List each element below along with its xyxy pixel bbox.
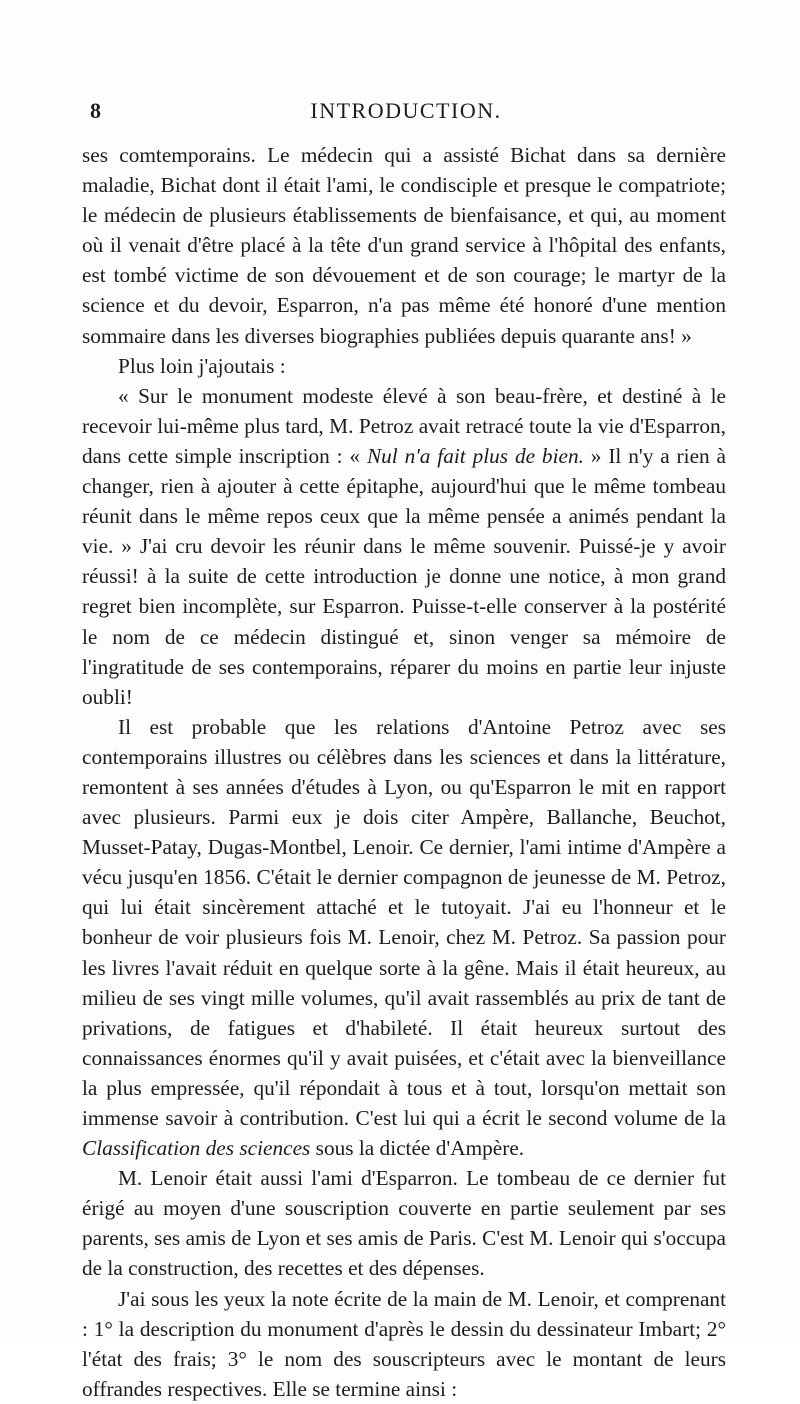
text-segment: ses comtemporains. Le médecin qui a assisté Bichat dans sa dernière maladie, Bichat dont il était l'ami, le condisciple et presque le compatriote; le médecin de plusieurs établissements de bienfaisance, et qui, au moment où il venait d'être placé à la tête d'un grand service à l'hôpital des enfants, est tombé victime de son dévouement et de son courage; le martyr de la science et du devoir, Esparron, n'a pas même été honoré d'une mention sommaire dans les diverses biographies publiées depuis quarante ans! » [82, 143, 726, 348]
text-segment: « Sur le monument modeste élevé à son beau-frère, et destiné à le recevoir lui-même plus tard, M. Petroz avait retracé toute la vie d'Esparron, dans cette simple inscription : « [82, 383, 726, 468]
text-segment: Plus loin j'ajoutais : [118, 353, 286, 378]
running-head [90, 98, 722, 130]
paragraph [82, 712, 726, 1163]
text-segment: J'ai sous les yeux la note écrite de la main de M. Lenoir, et comprenant : 1° la description du monument d'après le dessin du dessinateur Imbart; 2° l'état des frais; 3° le nom des souscripteurs avec le montant de leurs offrandes respectives. Elle se termine ainsi : [82, 1286, 726, 1401]
italic-text: Nul n'a fait plus de bien. [366, 443, 584, 468]
text-segment: M. Lenoir était aussi l'ami d'Esparron. Le tombeau de ce dernier fut érigé au moyen d'une souscription couverte en partie seulement par ses parents, ses amis de Lyon et ses amis de Paris. C'est M. Lenoir qui s'occupa de la construction, des recettes et des dépenses. [82, 1166, 726, 1281]
text-segment: » Il n'y a rien à changer, rien à ajouter à cette épitaphe, aujourd'hui que le même tombeau réunit dans le même repos ceux que la même pensée a animés pendant la vie. » J'ai cru devoir les réunir dans le même souvenir. Puissé-je y avoir réussi! à la suite de cette introduction je donne une notice, à mon grand regret bien incomplète, sur Esparron. Puisse-t-elle conserver à la postérité le nom de ce médecin distingué et, sinon venger sa mémoire de l'ingratitude de ses contemporains, réparer du moins en partie leur injuste oubli! [82, 443, 726, 709]
paragraph [82, 351, 726, 381]
paragraph [82, 1284, 726, 1404]
page-number: 8 [90, 98, 102, 123]
paragraph [82, 1163, 726, 1283]
text-segment: sous la dictée d'Ampère. [310, 1136, 525, 1161]
paragraph [82, 140, 726, 351]
body-text [82, 140, 726, 1404]
paragraph [82, 381, 726, 712]
italic-text: Classification des sciences [82, 1136, 311, 1161]
chapter-title: INTRODUCTION. [310, 98, 502, 123]
text-segment: Il est probable que les relations d'Antoine Petroz avec ses contemporains illustres ou célèbres dans les sciences et dans la littérature, remontent à ses années d'études à Lyon, ou qu'Esparron le mit en rapport avec plusieurs. Parmi eux je dois citer Ampère, Ballanche, Beuchot, Musset-Patay, Dugas-Montbel, Lenoir. Ce dernier, l'ami intime d'Ampère a vécu jusqu'en 1856. C'était le dernier compagnon de jeunesse de M. Petroz, qui lui était sincèrement attaché et le tutoyait. J'ai eu l'honneur et le bonheur de voir plusieurs fois M. Lenoir, chez M. Petroz. Sa passion pour les livres l'avait réduit en quelque sorte à la gêne. Mais il était heureux, au milieu de ses vingt mille volumes, qu'il avait rassemblés au prix de tant de privations, de fatigues et d'habileté. Il était heureux surtout des connaissances énormes qu'il y avait puisées, et c'était avec la bienveillance la plus empressée, qu'il répondait à tous et à tout, lorsqu'on mettait son immense savoir à contribution. C'est lui qui a écrit le second volume de la [82, 714, 726, 1130]
